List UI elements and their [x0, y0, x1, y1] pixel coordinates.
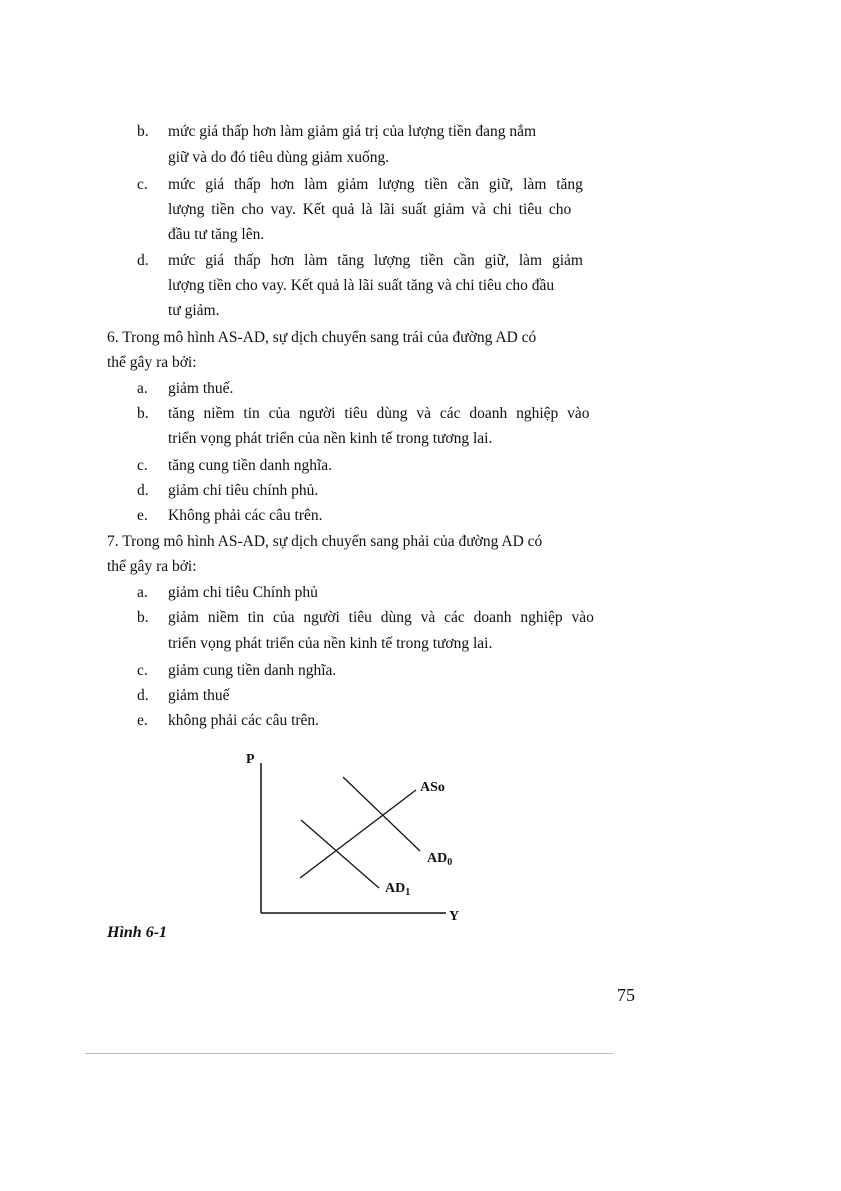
- ad0-label-sub: 0: [447, 857, 453, 868]
- q7-option-d: giảm thuế: [168, 687, 230, 704]
- q5-option-c-line1: mức giá thấp hơn làm giảm lượng tiền cần giữ, làm tăng: [168, 176, 583, 193]
- q6-option-c: tăng cung tiền danh nghĩa.: [168, 457, 332, 474]
- ad1-label-sub: 1: [405, 887, 411, 898]
- q5-option-c-line3: đầu tư tăng lên.: [168, 226, 265, 243]
- y-axis-label: P: [246, 752, 255, 767]
- ad1-curve: [301, 820, 379, 888]
- page-number: 75: [617, 985, 635, 1005]
- q5-option-b-text1: mức giá thấp hơn làm giảm giá trị của lượng tiền đang nắm: [168, 123, 537, 140]
- q6-option-a-letter: a.: [137, 380, 148, 397]
- q5-option-d-line3: tư giảm.: [168, 302, 220, 319]
- ad1-curve-label: [385, 881, 410, 898]
- q7-option-b-line1: giảm niềm tin của người tiêu dùng và các doanh nghiệp vào: [168, 609, 594, 626]
- ad0-curve-label: [427, 851, 452, 868]
- x-axis-label: Y: [449, 909, 460, 924]
- q5-option-d-line1: mức giá thấp hơn làm tăng lượng tiền cần giữ, làm giảm: [168, 252, 583, 269]
- q6-option-e-letter: e.: [137, 507, 148, 524]
- q6-option-e: Không phải các câu trên.: [168, 507, 323, 524]
- q6-option-c-letter: c.: [137, 457, 148, 474]
- q6-stem-line1: 6. Trong mô hình AS-AD, sự dịch chuyển sang trái của đường AD có: [107, 329, 537, 346]
- q5-option-b-line2: giữ và do đó tiêu dùng giảm xuống.: [168, 149, 390, 166]
- q6-option-b-letter: b.: [137, 405, 149, 422]
- q7-option-d-letter: d.: [137, 687, 149, 704]
- q6-option-b-line1: tăng niềm tin của người tiêu dùng và các doanh nghiệp vào: [168, 405, 590, 422]
- q6-stem-line2: thể gây ra bởi:: [107, 354, 197, 371]
- q5-option-b-letter: b.: [137, 123, 149, 140]
- q6-option-b-line2: triển vọng phát triển của nền kinh tế trong tương lai.: [168, 430, 493, 447]
- q7-stem-line2: thể gây ra bởi:: [107, 558, 197, 575]
- q7-option-e-letter: e.: [137, 712, 148, 729]
- q5-option-c-letter: c.: [137, 176, 148, 193]
- ad0-label-text: AD: [427, 851, 448, 866]
- ad1-label-text: AD: [385, 881, 406, 896]
- q5-option-c-line2: lượng tiền cho vay. Kết quả là lãi suất giảm và chi tiêu cho: [168, 201, 572, 218]
- q7-stem-line1: 7. Trong mô hình AS-AD, sự dịch chuyển sang phải của đường AD có: [107, 533, 543, 550]
- q7-option-a-letter: a.: [137, 584, 148, 601]
- q5-option-d-line2: lượng tiền cho vay. Kết quả là lãi suất tăng và chi tiêu cho đầu: [168, 277, 555, 294]
- figure-caption: Hình 6-1: [107, 924, 168, 941]
- q7-option-a: giảm chi tiêu Chính phủ: [168, 584, 318, 601]
- q7-option-c-letter: c.: [137, 662, 148, 679]
- q7-option-c: giảm cung tiền danh nghĩa.: [168, 662, 337, 679]
- q5-option-d-letter: d.: [137, 252, 149, 269]
- q7-option-b-line2: triển vọng phát triển của nền kinh tế trong tương lai.: [168, 635, 493, 652]
- q7-option-e: không phải các câu trên.: [168, 712, 320, 729]
- as-curve-label: ASo: [420, 780, 445, 795]
- q6-option-d-letter: d.: [137, 482, 149, 499]
- q7-option-b-letter: b.: [137, 609, 149, 626]
- footer-divider: [85, 1053, 613, 1054]
- q6-option-a: giảm thuế.: [168, 380, 234, 397]
- q6-option-d: giảm chi tiêu chính phủ.: [168, 482, 319, 499]
- ad0-curve: [343, 777, 420, 851]
